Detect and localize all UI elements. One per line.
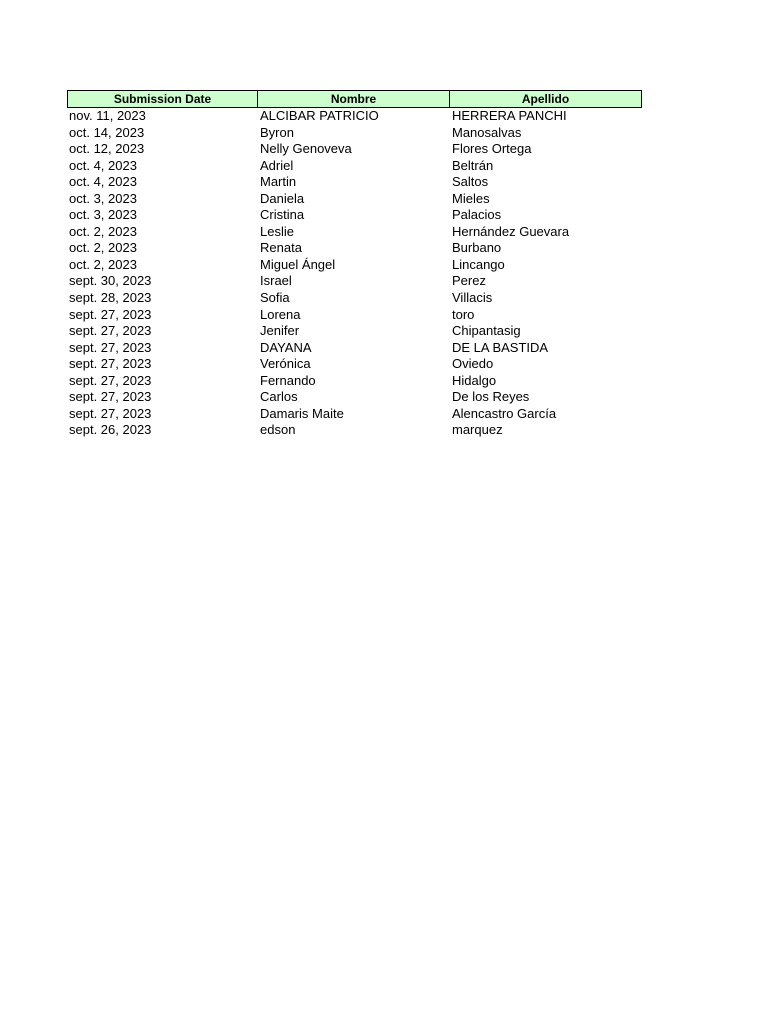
cell-apellido[interactable]: Palacios <box>452 207 502 223</box>
cell-submission-date[interactable]: oct. 4, 2023 <box>69 174 137 190</box>
cell-apellido[interactable]: Alencastro García <box>452 405 557 421</box>
cell-submission-date[interactable]: oct. 2, 2023 <box>69 223 137 239</box>
submissions-table <box>67 90 642 439</box>
cell-apellido[interactable]: DE LA BASTIDA <box>452 339 549 355</box>
cell-submission-date[interactable]: oct. 14, 2023 <box>69 124 145 140</box>
cell-apellido[interactable]: Chipantasig <box>452 323 521 339</box>
cell-submission-date[interactable]: oct. 2, 2023 <box>69 256 137 272</box>
cell-nombre[interactable]: Fernando <box>260 372 316 388</box>
table-row <box>67 141 642 158</box>
cell-apellido[interactable]: Oviedo <box>452 356 494 372</box>
cell-nombre[interactable]: Miguel Ángel <box>260 256 336 272</box>
cell-apellido[interactable]: Perez <box>452 273 486 289</box>
cell-nombre[interactable]: edson <box>260 422 296 438</box>
cell-apellido[interactable]: HERRERA PANCHI <box>452 108 567 123</box>
table-row <box>67 290 642 307</box>
cell-apellido[interactable]: Flores Ortega <box>452 141 532 157</box>
cell-apellido[interactable]: Villacis <box>452 290 493 306</box>
cell-apellido[interactable]: marquez <box>452 422 503 438</box>
header-submission-date[interactable]: Submission Date <box>67 90 258 108</box>
cell-nombre[interactable]: Nelly Genoveva <box>260 141 352 157</box>
cell-apellido[interactable]: Hidalgo <box>452 372 497 388</box>
cell-submission-date[interactable]: sept. 27, 2023 <box>69 323 152 339</box>
table-row <box>67 422 642 439</box>
cell-apellido[interactable]: toro <box>452 306 475 322</box>
header-nombre[interactable]: Nombre <box>258 90 450 108</box>
cell-nombre[interactable]: Cristina <box>260 207 305 223</box>
table-row <box>67 224 642 241</box>
cell-apellido[interactable]: Hernández Guevara <box>452 223 570 239</box>
cell-nombre[interactable]: Daniela <box>260 190 305 206</box>
table-row <box>67 191 642 208</box>
table-row <box>67 240 642 257</box>
cell-nombre[interactable]: Jenifer <box>260 323 300 339</box>
table-row <box>67 207 642 224</box>
cell-submission-date[interactable]: oct. 3, 2023 <box>69 190 137 206</box>
table-row <box>67 406 642 423</box>
cell-submission-date[interactable]: sept. 27, 2023 <box>69 372 152 388</box>
cell-nombre[interactable]: Israel <box>260 273 292 289</box>
table-header <box>67 90 642 108</box>
cell-submission-date[interactable]: oct. 12, 2023 <box>69 141 145 157</box>
table-row <box>67 307 642 324</box>
cell-submission-date[interactable]: sept. 27, 2023 <box>69 356 152 372</box>
cell-apellido[interactable]: Burbano <box>452 240 502 256</box>
cell-submission-date[interactable]: nov. 11, 2023 <box>69 108 146 123</box>
cell-nombre[interactable]: Lorena <box>260 306 301 322</box>
cell-apellido[interactable]: Saltos <box>452 174 489 190</box>
cell-submission-date[interactable]: sept. 27, 2023 <box>69 389 152 405</box>
cell-apellido[interactable]: Mieles <box>452 190 490 206</box>
cell-apellido[interactable]: De los Reyes <box>452 389 530 405</box>
table-row <box>67 373 642 390</box>
table-row <box>67 257 642 274</box>
cell-nombre[interactable]: Sofia <box>260 290 290 306</box>
cell-apellido[interactable]: Lincango <box>452 256 505 272</box>
table-row <box>67 108 642 125</box>
cell-submission-date[interactable]: sept. 27, 2023 <box>69 306 152 322</box>
cell-submission-date[interactable]: oct. 2, 2023 <box>69 240 137 256</box>
cell-nombre[interactable]: ALCIBAR PATRICIO <box>260 108 379 123</box>
cell-submission-date[interactable]: sept. 27, 2023 <box>69 339 152 355</box>
table-row <box>67 158 642 175</box>
cell-apellido[interactable]: Manosalvas <box>452 124 522 140</box>
table-row <box>67 174 642 191</box>
cell-nombre[interactable]: Leslie <box>260 223 294 239</box>
cell-submission-date[interactable]: oct. 4, 2023 <box>69 157 137 173</box>
table-row <box>67 273 642 290</box>
header-apellido[interactable]: Apellido <box>450 90 642 108</box>
cell-nombre[interactable]: DAYANA <box>260 339 312 355</box>
cell-submission-date[interactable]: sept. 26, 2023 <box>69 422 152 438</box>
cell-nombre[interactable]: Damaris Maite <box>260 405 344 421</box>
table-body <box>67 108 642 439</box>
cell-nombre[interactable]: Martin <box>260 174 297 190</box>
cell-apellido[interactable]: Beltrán <box>452 157 494 173</box>
cell-submission-date[interactable]: oct. 3, 2023 <box>69 207 137 223</box>
cell-submission-date[interactable]: sept. 27, 2023 <box>69 405 152 421</box>
table-row <box>67 389 642 406</box>
cell-nombre[interactable]: Carlos <box>260 389 298 405</box>
table-row <box>67 125 642 142</box>
table-row <box>67 356 642 373</box>
cell-nombre[interactable]: Byron <box>260 124 294 140</box>
cell-nombre[interactable]: Verónica <box>260 356 311 372</box>
cell-nombre[interactable]: Adriel <box>260 157 294 173</box>
cell-nombre[interactable]: Renata <box>260 240 302 256</box>
cell-submission-date[interactable]: sept. 30, 2023 <box>69 273 152 289</box>
table-row <box>67 340 642 357</box>
table-row <box>67 323 642 340</box>
cell-submission-date[interactable]: sept. 28, 2023 <box>69 290 152 306</box>
